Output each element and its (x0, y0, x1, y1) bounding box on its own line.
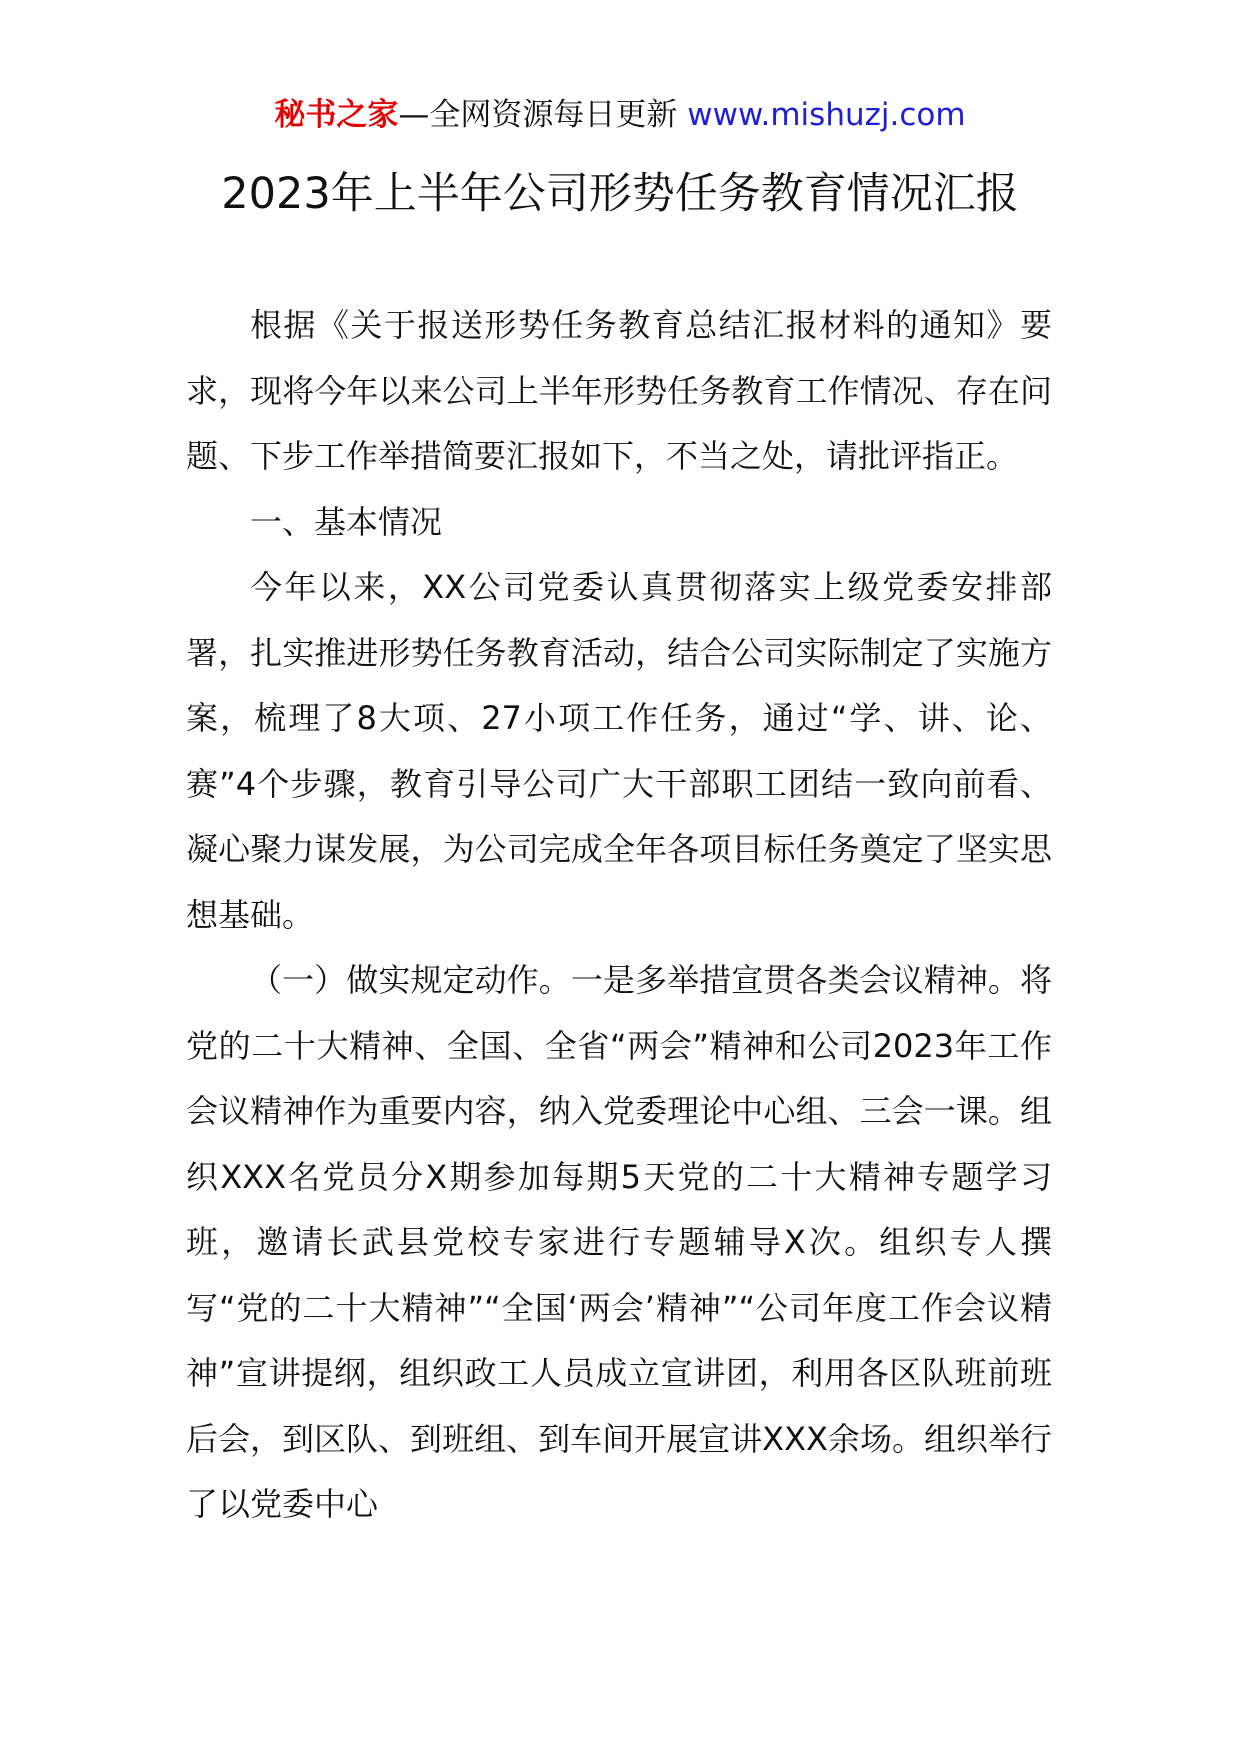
brand-name: 秘书之家 (274, 97, 399, 133)
header-slogan: —全网资源每日更新 (398, 97, 688, 133)
site-header (0, 92, 1240, 138)
document-title: 2023年上半年公司形势任务教育情况汇报 (221, 169, 1019, 219)
document-body (186, 293, 1052, 1538)
intro-paragraph: 根据《关于报送形势任务教育总结汇报材料的通知》要求，现将今年以来公司上半年形势任务教育工作情况、存在问题、下步工作举措简要汇报如下，不当之处，请批评指正。 (186, 306, 1052, 475)
section-heading: 一、基本情况 (250, 502, 443, 541)
subsection-paragraph: （一）做实规定动作。一是多举措宣贯各类会议精神。将党的二十大精神、全国、全省“两会”精神和公司2023年工作会议精神作为重要内容，纳入党委理论中心组、三会一课。组织XXX名党员分X期参加每期5天党的二十大精神专题学习班，邀请长武县党校专家进行专题辅导X次。组织专人撰写“党的二十大精神”“全国‘两会’精神”“公司年度工作会议精神”宣讲提纲，组织政工人员成立宣讲团，利用各区队班前班后会，到区队、到班组、到车间开展宣讲XXX余场。组织举行了以党委中心 (186, 961, 1052, 1523)
site-url-link[interactable]: www.mishuzj.com (687, 97, 966, 133)
section-paragraph: 今年以来，XX公司党委认真贯彻落实上级党委安排部署，扎实推进形势任务教育活动，结合公司实际制定了实施方案，梳理了8大项、27小项工作任务，通过“学、讲、论、赛”4个步骤，教育引导公司广大干部职工团结一致向前看、凝心聚力谋发展，为公司完成全年各项目标任务奠定了坚实思想基础。 (186, 568, 1052, 934)
